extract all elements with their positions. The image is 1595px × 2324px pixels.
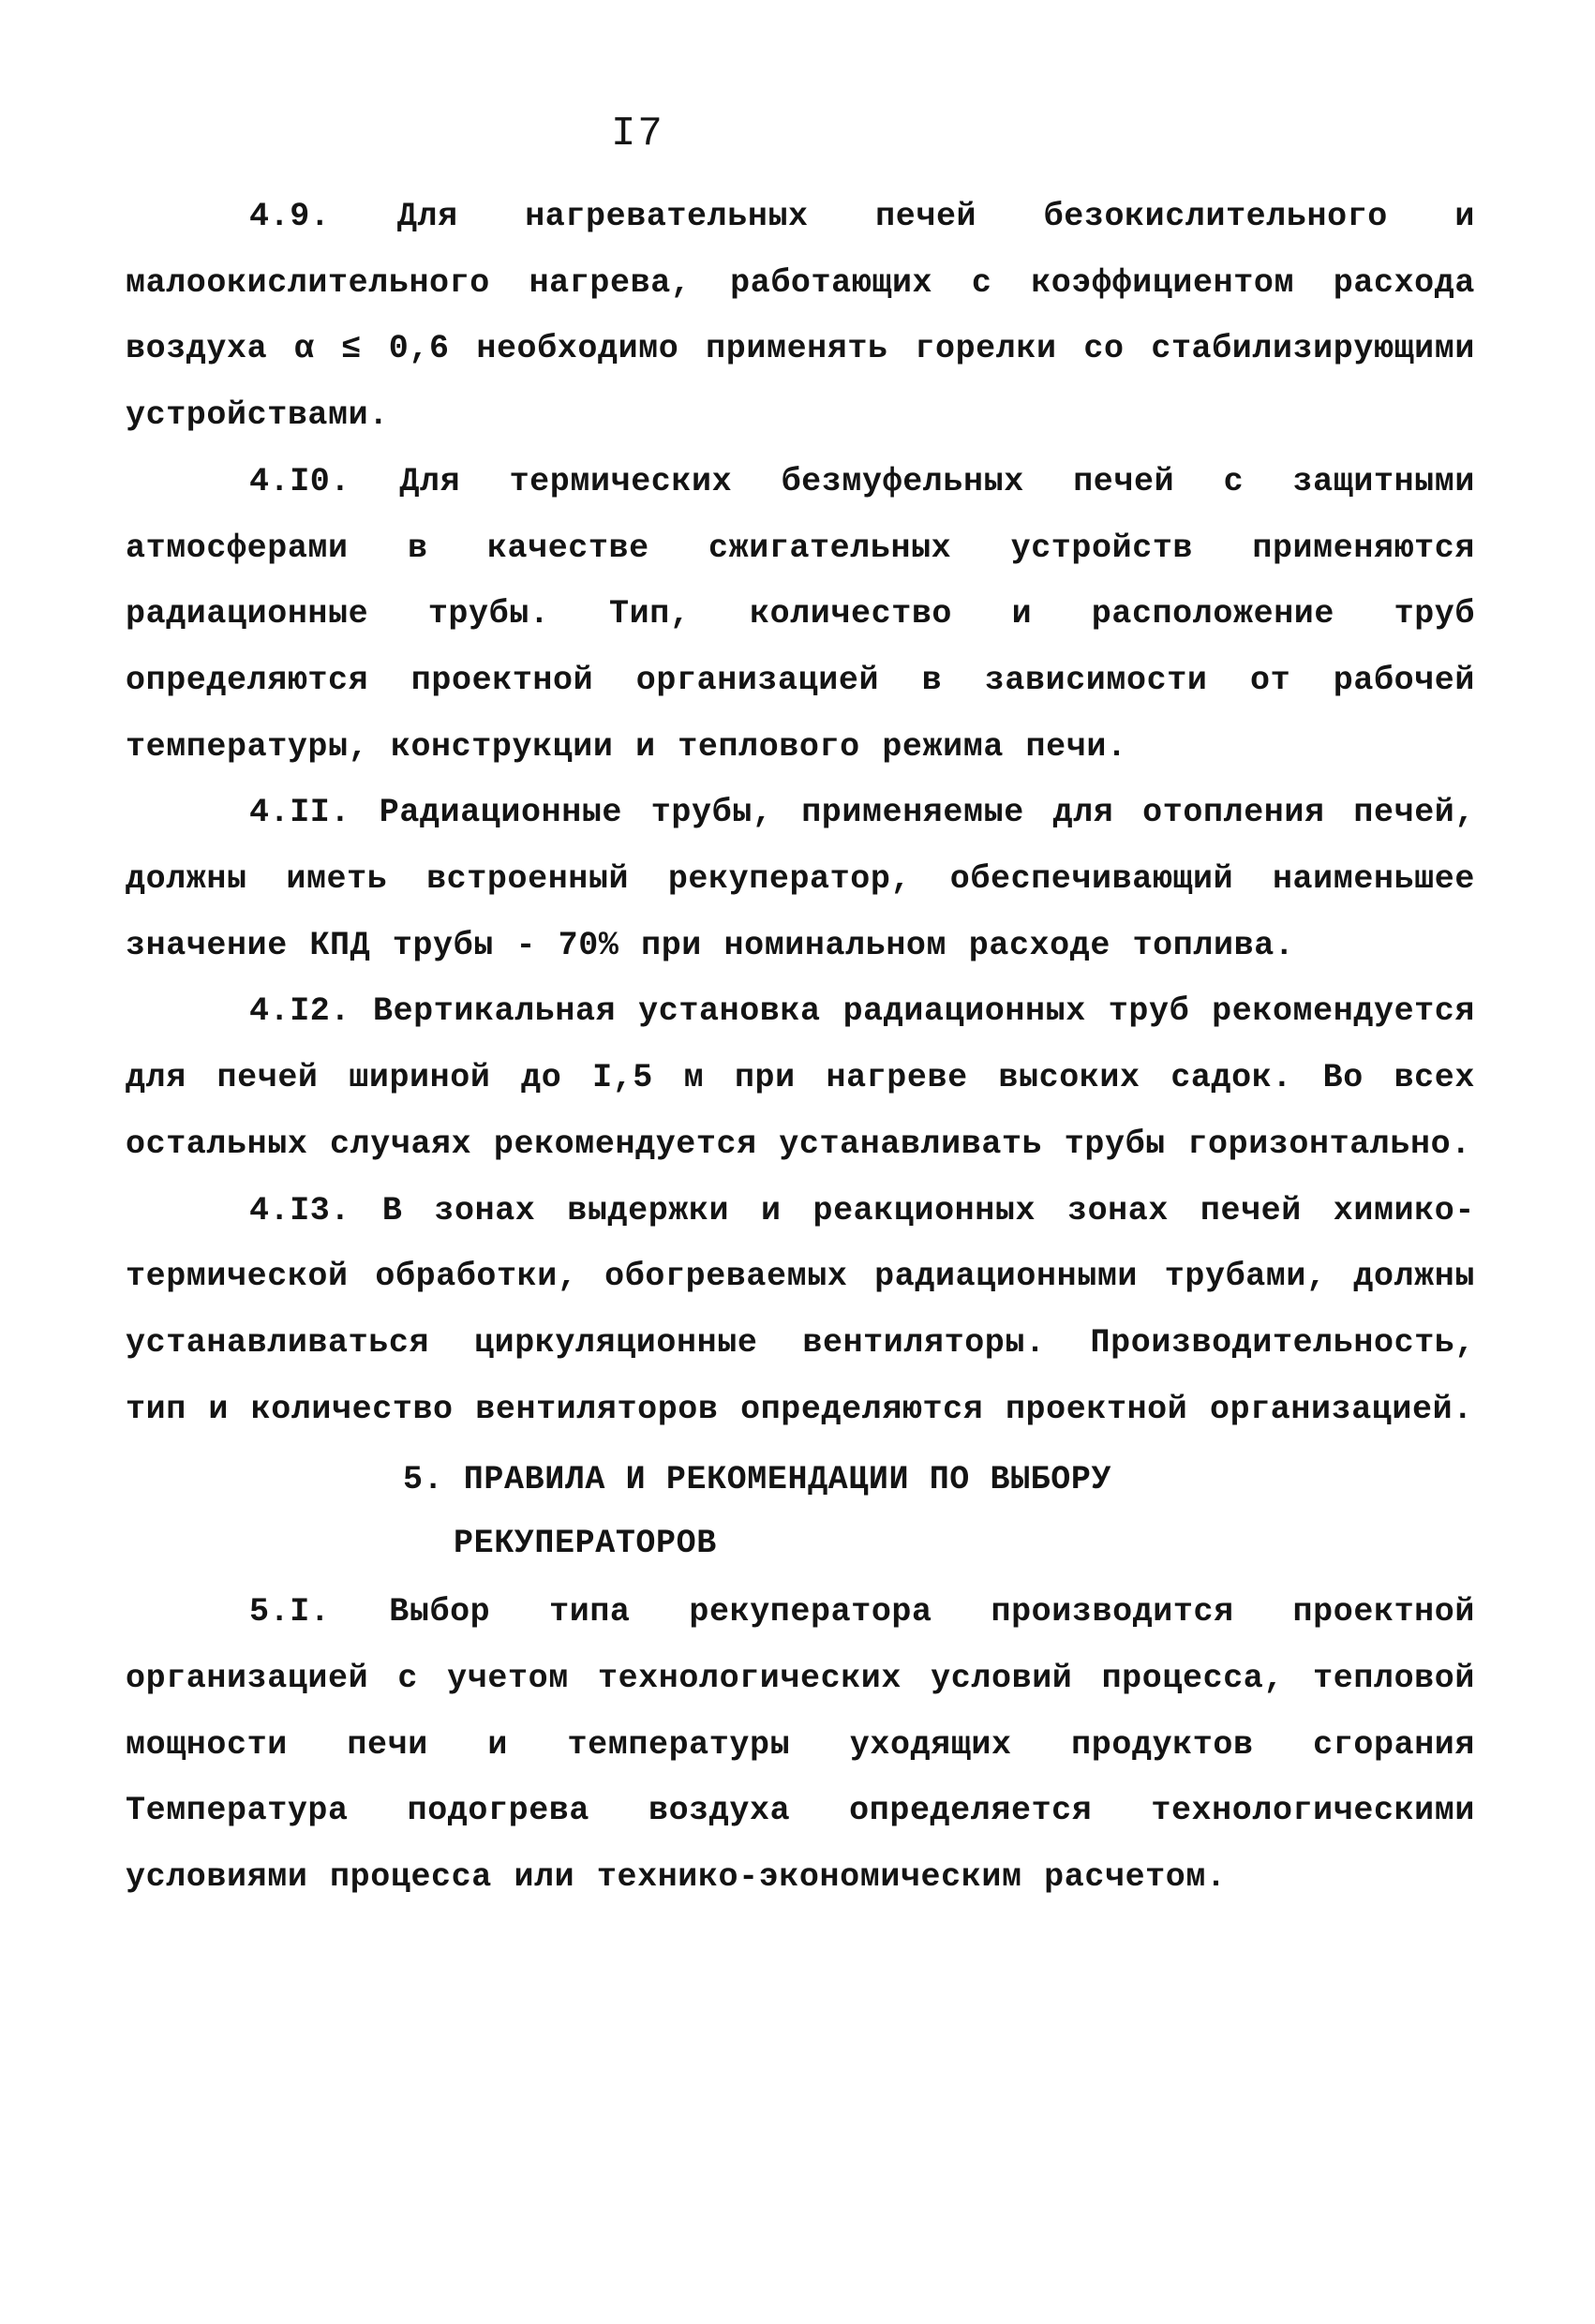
paragraph-4-12: 4.I2. Вертикальная установка радиационных труб рекомендуется для печей шириной до I,5 м при нагреве высоких садок. Во всех остальных случаях рекомендуется устанавливать трубы горизонтально. (126, 992, 1475, 1163)
section-heading-line-2: РЕКУПЕРАТОРОВ (454, 1525, 717, 1563)
section-heading (126, 1448, 1475, 1575)
paragraph-5-1: 5.I. Выбор типа рекуператора производится проектной организацией с учетом технологических условий процесса, тепловой мощности печи и температуры уходящих продуктов сгорания Температура подогрева воздуха определяется технологическими условиями процесса или технико-экономическим расчетом. (126, 1593, 1475, 1897)
paragraph-4-10: 4.I0. Для термических безмуфельных печей с защитными атмосферами в качестве сжигательных устройств применяются радиационные трубы. Тип, количество и расположение труб определяются проектной организацией в зависимости от рабочей температуры, конструкции и теплового режима печи. (126, 462, 1475, 766)
paragraph-4-11: 4.II. Радиационные трубы, применяемые для отопления печей, должны иметь встроенный рекуператор, обеспечивающий наименьшее значение КПД трубы - 70% при номинальном расходе топлива. (126, 794, 1475, 964)
page-number: I7 (611, 111, 664, 157)
section-heading-line-1: 5. ПРАВИЛА И РЕКОМЕНДАЦИИ ПО ВЫБОРУ (403, 1461, 1112, 1499)
paragraph-4-13: 4.I3. В зонах выдержки и реакционных зонах печей химико-термической обработки, обогреваемых радиационными трубами, должны устанавливаться циркуляционные вентиляторы. Производительность, тип и количество вентиляторов определяются проектной организацией. (126, 1191, 1475, 1428)
document-body (126, 184, 1475, 1911)
paragraph-4-9: 4.9. Для нагревательных печей безокислительного и малоокислительного нагрева, работающих с коэффициентом расхода воздуха α ≤ 0,6 необходимо применять горелки со стабилизирующими устройствами. (126, 198, 1475, 435)
